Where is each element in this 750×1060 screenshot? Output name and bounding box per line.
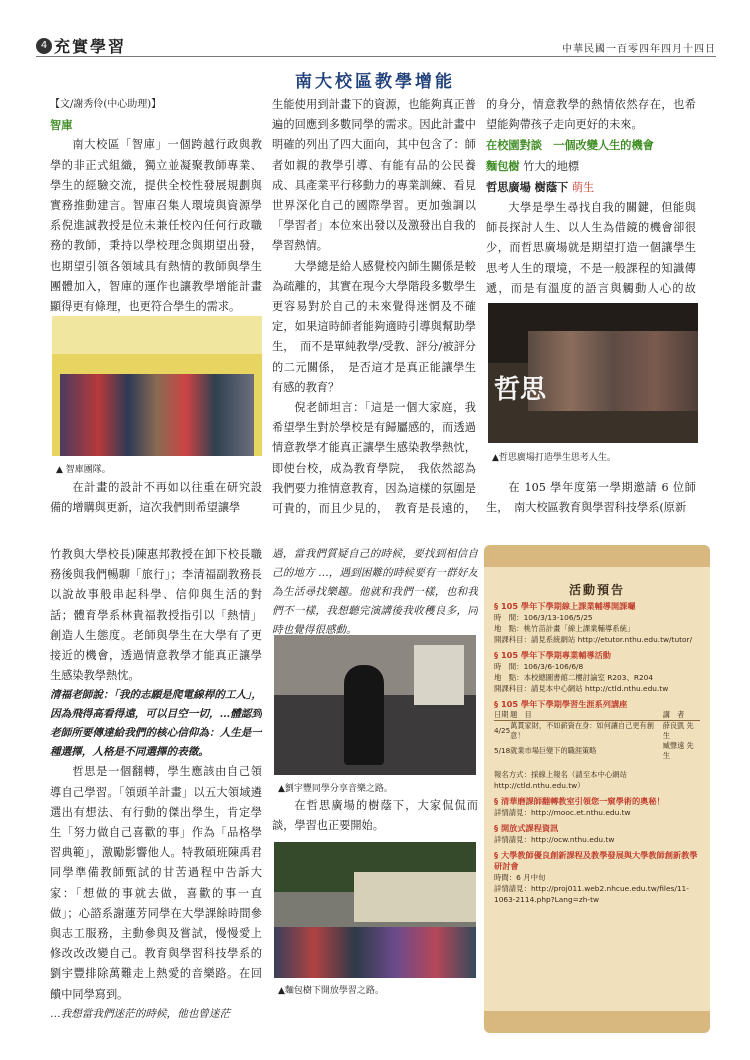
lecture-table [494, 710, 700, 761]
paragraph: 生能使用到計畫下的資源，也能夠真正普遍的回應到多數同學的需求。因此計畫中明確的列出了四大面向，其中包含了：師者如親的教學引導、有能有品的公民養成、具產業平行移動力的專業訓練、看見世界深化自己的國際學習。更加強調以「學習者」本位來出發以及激發出自我的學習熱情。 [272, 98, 476, 253]
paragraph: 南大校區「智庫」一個跨越行政與教學的非正式組織，獨立並凝聚教師專業、學生的經驗交流，提供全校性發展規劃與實務推動建言。智庫召集人環境與資源學系倪進誠教授是位未兼任校內任何行政職務的教師，秉持以學校理念與期望出發，也期望引領各領域具有熱情的教師與學生團體加入，智庫的運作也讓教學增能計畫顯得更有條理，也更符合學生的需求。 [50, 138, 262, 314]
activity-title: 活動預告 [568, 583, 625, 597]
article-title: 南大校區教學增能 [295, 72, 455, 92]
photo-caption: ▲劉宇豐同學分享音樂之路。 [278, 784, 393, 794]
paragraph: 在 105 學年度第一學期邀請 6 位師生， 南大校區教育與學習科技學系(原新 [486, 481, 696, 515]
paragraph: 在哲思廣場的樹蔭下，大家侃侃而談，學習也正要開始。 [272, 799, 478, 833]
subheading-campus-dialogue: 在校園對談 一個改變人生的機會 [486, 138, 654, 153]
photo-think-tank-team [52, 316, 262, 456]
table-header: 講 者 [662, 710, 685, 719]
activity-section: § 105 學年下學期學習生涯系列講座 [494, 699, 628, 709]
paragraph: 哲思是一個翻轉，學生應該由自己領導自己學習。「領頭羊計畫」以五大領域遴選出有想法、有行動的傑出學生，肯定學生「努力做自己喜歡的事」作為「品格學習典範」，激勵影響他人。特教碩班陳禹君同學準備教師甄試的甘苦過程中告訴大家：「想做的事就去做，喜歡的事一直做」；心諮系謝蓮芳同學在大學課餘時間參與志工服務，主動參與及嘗試，慢慢愛上修改改改變自己。教育與學習科技學系的劉宇豐排除萬難走上熱愛的音樂路。在回饋中同學寫到。 [50, 765, 262, 1001]
subheading-landmark: 竹大的地標 [523, 159, 580, 173]
column-2 [272, 95, 476, 515]
activity-preview-scroll [484, 545, 710, 1033]
column-1-bottom [50, 478, 262, 520]
subheading-zhiku: 智庫 [50, 118, 73, 133]
activity-link[interactable]: 開課科目：請見本中心網站 http://ctld.nthu.edu.tw [494, 684, 669, 693]
column-1-top [50, 95, 262, 320]
photo-caption: ▲哲思廣場打造學生思考人生。 [492, 453, 616, 463]
column-3-top [486, 95, 696, 295]
registration-info: 報名方式：採線上報名（請至本中心網站 http://ctld.nthu.edu.tw） [494, 770, 628, 790]
subheading-plaza: 哲思廣場 樹蔭下 [486, 179, 569, 194]
activity-link[interactable]: 詳情請見：http://ocw.nthu.edu.tw [494, 835, 615, 844]
page-header [36, 34, 716, 60]
photo-philosophy-plaza: 哲思 [488, 303, 698, 443]
paragraph: 在計畫的設計不再如以往重在研究設備的增購與更新，這次我們則希望讓學 [50, 481, 262, 515]
issue-date: 中華民國一百零四年四月十四日 [562, 44, 716, 55]
lower-column-2-top [272, 545, 478, 635]
paragraph: 大學總是給人感覺校內師生關係是較為疏離的，其實在現今大學階段多數學生更容易對於自己的未來覺得迷惘及不確定，如果這時師者能夠適時引導與幫助學生， 而不是單純教學/受教、評分/被評分的二元關係， 是否這才是真正能讓學生有感的教育？ [272, 259, 476, 394]
table-header: 題 目 [510, 710, 532, 719]
activity-detail: 時 間：106/3/13-106/5/25 [494, 613, 593, 622]
quote: 清福老師說：「我的志願是爬電線桿的工人」，因為飛得高看得遠，可以目空一切，…體認到老師所要傳達給我們的核心信仰為：人生是一種選擇，人格是不同選擇的表徵。 [50, 689, 262, 759]
header-rule [36, 56, 716, 57]
column-3-bottom [486, 478, 696, 520]
paragraph: 的身分，情意教學的熱情依然存在，也希望能夠帶孩子走向更好的未來。 [486, 98, 696, 132]
photo-caption: ▲麵包樹下開放學習之路。 [278, 986, 384, 996]
quote: …我想當我們迷茫的時候，他也曾迷茫 [50, 1007, 231, 1020]
activity-section: § 清華磨課師翻轉教室引領您一窺學術的奧秘！ [494, 796, 665, 806]
activity-section: § 大學教師優良創新課程及教學發展與大學教師創新教學研討會 [494, 850, 698, 871]
section-name: 充實學習 [54, 37, 127, 56]
photo-bread-tree-learning [274, 842, 476, 978]
paragraph: 竹教與大學校長)陳惠邦教授在卸下校長職務後與我們暢聊「旅行」；李清福副教務長以說故事般串起科學、信仰與生活的對話；體育學系林貴福教授指引以「熱情」創造人生態度。老師與學生在大學有了更接近的機會，透過情意教學才能真正讓學生感染教學熱忱。 [50, 548, 262, 683]
paragraph: 倪老師坦言：「這是一個大家庭，我希望學生對於學校是有歸屬感的，而透過情意教學才能真正讓學生感染教學熱忱，即使台校，成為教育學院， 我依然認為我們要力推情意教育，因為這樣的氛圍是可貴的，而且少見的， 教育是長遠的， [272, 401, 476, 515]
byline: 【文/謝秀伶(中心助理)】 [50, 99, 162, 110]
activity-link[interactable]: 詳情請見：http://mooc.et.nthu.edu.tw [494, 808, 631, 817]
activity-link[interactable]: 詳情請見：http://proj011.web2.nhcue.edu.tw/files/11-1063-2114.php?Lang=zh-tw [494, 884, 689, 904]
activity-detail: 地 點：本校總圖書館二樓討論室 R203、R204 [494, 673, 654, 682]
paragraph: 大學是學生尋找自我的關鍵，但能與師長探討人生、以人生為借鏡的機會卻很少，而哲思廣場就是期望打造一個讓學生思考人生的環境，不是一般課程的知識傳遞，而是有溫度的語言與觸動人心的故 [486, 201, 696, 295]
table-row: 4/25 萬貫家財，不如薪資在身：如何讓自己更有創意！ 薛良凱 先生 [494, 721, 694, 740]
photo-music-sharing [274, 635, 476, 775]
activity-detail: 時間：6 月中旬 [494, 873, 546, 882]
scroll-top-roll [484, 545, 710, 567]
lower-column-2-middle [272, 796, 478, 840]
activity-section: § 開放式課程資訊 [494, 823, 559, 833]
subheading-sprout: 萌生 [571, 180, 595, 194]
activity-detail: 時 間：106/3/6-106/6/8 [494, 662, 584, 671]
activity-content [494, 585, 700, 905]
page-number: 4 [36, 38, 52, 54]
activity-detail: 地 點：桃竹苗計畫「線上課業輔導系統」 [494, 624, 635, 633]
subheading-bread-tree: 麵包樹 [486, 158, 520, 173]
photo-caption: ▲ 智庫團隊。 [56, 465, 111, 475]
table-header: 日期 [494, 710, 509, 719]
table-row: 5/18 就業市場巨變下的職涯策略 臧聲遠 先生 [494, 741, 694, 760]
activity-section: § 105 學年下學期專業輔導活動 [494, 650, 611, 660]
quote: 過，當我們質疑自己的時候，要找到相信自己的地方 …，遇到困難的時候要有一群好友為生活尋找樂趣。他就和我們一樣，也和我們不一樣，我想聽完演講後我收穫良多，同時也覺得很感動。 [272, 548, 478, 635]
lower-column-1 [50, 545, 262, 1045]
activity-section: § 105 學年下學期線上課業輔導開課囉 [494, 601, 636, 611]
activity-link[interactable]: 開課科目：請見系統網站 http://etutor.nthu.edu.tw/tutor/ [494, 635, 693, 644]
scroll-bottom-roll [484, 1011, 710, 1033]
